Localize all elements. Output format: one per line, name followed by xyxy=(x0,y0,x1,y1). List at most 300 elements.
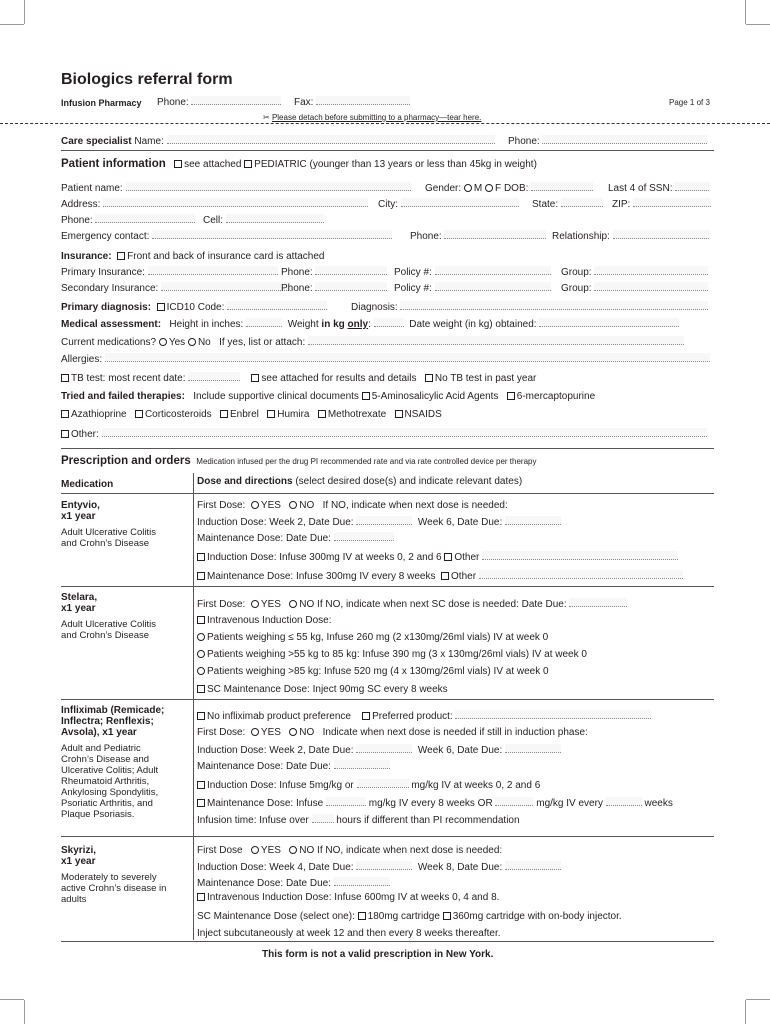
entyvio-other2-checkbox[interactable] xyxy=(441,572,449,580)
mp-checkbox[interactable] xyxy=(507,392,515,400)
stelara-p1 xyxy=(197,632,548,644)
skyrizi-week4-field[interactable] xyxy=(356,861,412,870)
entyvio-maint-checkbox[interactable] xyxy=(197,572,205,580)
infliximab-maint-checkbox[interactable] xyxy=(197,799,205,807)
city-label: City: xyxy=(378,199,398,210)
primary-policy-row xyxy=(394,266,551,279)
insurance-card-label: Front and back of insurance card is attached xyxy=(127,251,325,262)
mg360-label: 360mg cartridge with on-body injector. xyxy=(452,911,622,922)
entyvio-maint xyxy=(197,532,394,545)
yes-label: Yes xyxy=(168,337,186,348)
methotrexate-checkbox[interactable] xyxy=(318,410,326,418)
height-field[interactable] xyxy=(246,318,282,327)
stelara-p1-radio[interactable] xyxy=(197,633,205,641)
address-row xyxy=(61,198,368,211)
primary-insurance-label: Primary Insurance: xyxy=(61,267,145,278)
zip-field[interactable] xyxy=(633,198,711,207)
infliximab-time-field[interactable] xyxy=(312,814,334,823)
phone-label: Phone: xyxy=(281,283,313,294)
infliximab-first-dose xyxy=(197,727,588,739)
maint-label: Maintenance Dose: Date Due: xyxy=(197,533,331,544)
therapy-items-row xyxy=(61,409,442,421)
tb-attached-label: see attached for results and details xyxy=(261,373,417,384)
infliximab-desc: Plaque Psoriasis. xyxy=(61,809,135,820)
maint-label: Maintenance Dose: Date Due: xyxy=(197,878,331,889)
other-checkbox[interactable] xyxy=(61,430,69,438)
see-attached-label: see attached xyxy=(184,159,242,170)
stelara-first-dose xyxy=(197,598,627,611)
meds-no-radio[interactable] xyxy=(188,338,196,346)
stelara-sc xyxy=(197,684,448,696)
cell-label: Cell: xyxy=(203,215,224,226)
skyrizi-desc: active Crohn’s disease in xyxy=(61,883,167,894)
nsaids-checkbox[interactable] xyxy=(395,410,403,418)
phone-label: Phone: xyxy=(281,267,313,278)
care-phone xyxy=(508,135,707,148)
infliximab-week6-field[interactable] xyxy=(505,744,561,753)
azathioprine-checkbox[interactable] xyxy=(61,410,69,418)
current-meds-field[interactable] xyxy=(308,336,684,345)
maint-infuse-label: Maintenance Dose: Infuse xyxy=(207,798,324,809)
current-meds-row xyxy=(61,336,684,349)
no-label: NO xyxy=(299,500,315,511)
skyrizi-no-radio[interactable] xyxy=(289,846,297,854)
first-dose-label: First Dose: xyxy=(197,500,246,511)
infliximab-maint-field[interactable] xyxy=(334,760,390,769)
infliximab-time xyxy=(197,814,520,827)
secondary-policy-field[interactable] xyxy=(435,282,551,291)
entyvio-desc: Adult Ulcerative Colitis xyxy=(61,527,157,538)
secondary-phone-field[interactable] xyxy=(315,282,387,291)
secondary-group-row xyxy=(561,282,708,295)
maint3-label: mg/kg IV every xyxy=(536,798,603,809)
cell-row xyxy=(203,214,324,227)
stelara-iv xyxy=(197,615,332,627)
skyrizi-iv xyxy=(197,892,499,904)
mg180-checkbox[interactable] xyxy=(358,912,366,920)
first-dose-label: First Dose xyxy=(197,845,243,856)
weeks-label: weeks xyxy=(644,798,673,809)
emergency-field[interactable] xyxy=(152,230,392,239)
phone-label: Phone: xyxy=(61,215,93,226)
ind-infuse-label: Induction Dose: Infuse 5mg/kg or xyxy=(207,780,354,791)
pharmacy-fax xyxy=(294,96,410,109)
secondary-group-field[interactable] xyxy=(594,282,708,291)
patient-name-row xyxy=(61,182,411,195)
crop-mark xyxy=(746,999,770,1000)
ssn-label: Last 4 of SSN: xyxy=(608,183,673,194)
dose-heading: Dose and directions xyxy=(197,476,293,487)
allergies-label: Allergies: xyxy=(61,354,103,365)
allergies-field[interactable] xyxy=(105,353,710,362)
only-label: only xyxy=(347,319,369,330)
gender-f-radio[interactable] xyxy=(485,184,493,192)
entyvio-no-radio[interactable] xyxy=(289,501,297,509)
pref-checkbox[interactable] xyxy=(362,712,370,720)
pharmacy-fax-field[interactable] xyxy=(316,96,410,105)
therapy-item: Enbrel xyxy=(229,409,259,420)
emergency-phone-row xyxy=(410,230,546,243)
infliximab-pref xyxy=(197,710,651,723)
maint-label: Maintenance Dose: Date Due: xyxy=(197,761,331,772)
gender-m-radio[interactable] xyxy=(464,184,472,192)
phone-label: Phone: xyxy=(410,231,442,242)
detach-text: Please detach before submitting to a pharmacy—tear here. xyxy=(271,113,482,122)
yes-label: YES xyxy=(260,727,281,738)
patient-phone-field[interactable] xyxy=(95,214,195,223)
entyvio-name: Entyvio, xyxy=(61,500,100,511)
time-label: Infusion time: Infuse over xyxy=(197,815,309,826)
care-specialist-row xyxy=(61,135,495,148)
insurance-row xyxy=(61,250,327,263)
current-meds-label: Current medications? xyxy=(61,337,157,348)
yes-label: YES xyxy=(260,845,281,856)
induction-label: Induction Dose: Week 4, Date Due: xyxy=(197,862,354,873)
divider xyxy=(61,699,714,700)
dob-label: DOB: xyxy=(503,183,529,194)
phone-label: Phone: xyxy=(508,136,540,147)
rx-header xyxy=(61,455,537,469)
crop-mark xyxy=(745,0,746,24)
skyrizi-sc xyxy=(197,911,622,923)
state-field[interactable] xyxy=(561,198,603,207)
yes-label: YES xyxy=(260,599,281,610)
primary-phone-field[interactable] xyxy=(315,266,387,275)
stelara-no-radio[interactable] xyxy=(289,600,297,608)
primary-insurance-field[interactable] xyxy=(148,266,278,275)
infliximab-desc: Crohn’s Disease and xyxy=(61,754,150,765)
address-field[interactable] xyxy=(103,198,368,207)
diag-row xyxy=(351,301,708,314)
skyrizi-name: Skyrizi, xyxy=(61,845,97,856)
skyrizi-maint xyxy=(197,877,390,890)
zip-row xyxy=(612,198,711,211)
see-attached-checkbox[interactable] xyxy=(174,160,182,168)
time2-label: hours if different than PI recommendation xyxy=(336,815,520,826)
skyrizi-yes-radio[interactable] xyxy=(251,846,259,854)
relationship-field[interactable] xyxy=(613,230,709,239)
page-number: Page 1 of 3 xyxy=(669,98,710,107)
pharmacy-phone xyxy=(157,96,281,109)
tb-attached-checkbox[interactable] xyxy=(251,374,259,382)
corticosteroids-checkbox[interactable] xyxy=(135,410,143,418)
group-label: Group: xyxy=(561,267,592,278)
tb-label: TB test: most recent date: xyxy=(71,373,186,384)
rx-note: Medication infused per the drug PI recommended rate and via rate controlled device per therapy xyxy=(196,457,537,466)
col-dose xyxy=(197,476,522,488)
entyvio-other-field[interactable] xyxy=(482,551,678,560)
diagnosis-field[interactable] xyxy=(400,301,708,310)
divider xyxy=(61,941,714,942)
infliximab-weeks-field[interactable] xyxy=(606,797,642,806)
divider xyxy=(61,493,714,494)
infliximab-ind-infuse xyxy=(197,779,540,792)
tb-date-field[interactable] xyxy=(188,372,240,381)
p1-label: Patients weighing ≤ 55 kg, Infuse 260 mg (2 x130mg/26ml vials) IV at week 0 xyxy=(207,632,549,643)
footer-note: This form is not a valid prescription in New York. xyxy=(262,949,494,960)
secondary-insurance-label: Secondary Insurance: xyxy=(61,283,159,294)
therapy-item: Humira xyxy=(277,409,310,420)
week6-label: Week 6, Date Due: xyxy=(417,745,503,756)
skyrizi-duration: x1 year xyxy=(61,856,96,867)
skyrizi-desc: adults xyxy=(61,894,87,905)
stelara-sc-checkbox[interactable] xyxy=(197,685,205,693)
col-medication: Medication xyxy=(61,479,114,490)
primary-insurance-row xyxy=(61,266,278,279)
no-label: No xyxy=(197,337,211,348)
other-label: Other: xyxy=(71,429,99,440)
crop-mark xyxy=(0,24,24,25)
detach-note xyxy=(260,113,484,123)
tb-checkbox[interactable] xyxy=(61,374,69,382)
infliximab-name: Infliximab (Remicade; xyxy=(61,705,165,716)
stelara-p2 xyxy=(197,649,587,661)
skyrizi-first-dose xyxy=(197,845,502,857)
zip-label: ZIP: xyxy=(612,199,631,210)
group-label: Group: xyxy=(561,283,592,294)
ind-infuse2-label: mg/kg IV at weeks 0, 2 and 6 xyxy=(411,780,541,791)
city-row xyxy=(378,198,519,211)
infliximab-maint-dose2-field[interactable] xyxy=(495,797,533,806)
if-no-label: If NO, indicate when next SC dose is needed: Date Due: xyxy=(317,599,567,610)
therapy-item: Azathioprine xyxy=(71,409,127,420)
dose-subheading: (select desired dose(s) and indicate relevant dates) xyxy=(292,476,523,487)
skyrizi-week8-field[interactable] xyxy=(505,861,561,870)
patient-header xyxy=(61,158,537,172)
first-dose-label: First Dose: xyxy=(197,599,246,610)
ind-infuse-label: Induction Dose: Infuse 300mg IV at weeks 0, 2 and 6 xyxy=(207,552,442,563)
p3-label: Patients weighing >85 kg: Infuse 520 mg (4 x 130mg/26ml vials) IV at week 0 xyxy=(207,666,549,677)
stelara-name: Stelara, xyxy=(61,592,98,603)
entyvio-maint-infuse xyxy=(197,570,683,583)
sc-label: SC Maintenance Dose (select one): xyxy=(197,911,355,922)
stelara-duration: x1 year xyxy=(61,603,96,614)
stelara-desc: and Crohn’s Disease xyxy=(61,630,150,641)
infliximab-desc: Ulcerative Colitis; Adult xyxy=(61,765,159,776)
diagnosis-label: Diagnosis: xyxy=(351,302,398,313)
maint2-label: mg/kg IV every 8 weeks OR xyxy=(368,798,493,809)
infliximab-name: Avsola), x1 year xyxy=(61,727,137,738)
infliximab-yes-radio[interactable] xyxy=(251,728,259,736)
skyrizi-iv-checkbox[interactable] xyxy=(197,893,205,901)
infliximab-no-radio[interactable] xyxy=(289,728,297,736)
therapy-item: NSAIDS xyxy=(404,409,442,420)
include-label: Include supportive clinical documents xyxy=(193,391,359,402)
entyvio-first-dose xyxy=(197,500,508,512)
policy-label: Policy #: xyxy=(394,283,432,294)
enbrel-checkbox[interactable] xyxy=(220,410,228,418)
no-tb-label: No TB test in past year xyxy=(434,373,537,384)
relationship-label: Relationship: xyxy=(552,231,610,242)
entyvio-week2-field[interactable] xyxy=(356,516,412,525)
infliximab-name: Inflectra; Renflexis; xyxy=(61,716,154,727)
stelara-iv-checkbox[interactable] xyxy=(197,616,205,624)
induction-label: Induction Dose: Week 2, Date Due: xyxy=(197,745,354,756)
ssn-row xyxy=(608,182,709,195)
infliximab-desc: Rheumatoid Arthritis, xyxy=(61,776,150,787)
stelara-yes-radio[interactable] xyxy=(251,600,259,608)
induction-label: Induction Dose: Week 2, Date Due: xyxy=(197,517,354,528)
pediatric-label: PEDIATRIC (younger than 13 years or less than 45kg in weight) xyxy=(254,159,537,170)
primary-phone-row xyxy=(281,266,387,279)
primary-diagnosis-label: Primary diagnosis: xyxy=(61,302,152,313)
entyvio-other2-field[interactable] xyxy=(479,570,683,579)
f-label: F xyxy=(495,183,502,194)
skyrizi-inject: Inject subcutaneously at week 12 and then every 8 weeks thereafter. xyxy=(197,928,501,939)
pediatric-checkbox[interactable] xyxy=(244,160,252,168)
mp-label: 6-mercaptopurine xyxy=(516,391,596,402)
stelara-desc: Adult Ulcerative Colitis xyxy=(61,619,157,630)
in-kg-label: in kg xyxy=(321,319,348,330)
infliximab-desc: Psoriatic Arthritis, and xyxy=(61,798,153,809)
iv-label: Intravenous Induction Dose: xyxy=(207,615,332,626)
therapy-item: Corticosteroids xyxy=(144,409,212,420)
divider xyxy=(61,448,714,449)
date-weight-field[interactable] xyxy=(539,318,679,327)
weight-label: Weight xyxy=(287,319,322,330)
no-label: NO xyxy=(299,727,315,738)
name-label: Name: xyxy=(134,136,164,147)
med-assessment-label: Medical assessment: xyxy=(61,319,162,330)
emergency-label: Emergency contact: xyxy=(61,231,150,242)
infliximab-desc: Adult and Pediatric xyxy=(61,743,141,754)
asa-checkbox[interactable] xyxy=(362,392,370,400)
stelara-p3-radio[interactable] xyxy=(197,667,205,675)
m-label: M xyxy=(473,183,483,194)
city-field[interactable] xyxy=(401,198,519,207)
first-dose-label: First Dose: xyxy=(197,727,246,738)
policy-label: Policy #: xyxy=(394,267,432,278)
if-no-label: If NO, indicate when next dose is needed: xyxy=(317,845,503,856)
fax-label: Fax: xyxy=(294,97,314,108)
secondary-insurance-field[interactable] xyxy=(161,282,291,291)
crop-mark xyxy=(24,0,25,24)
pref-label: Preferred product: xyxy=(372,711,453,722)
stelara-date-field[interactable] xyxy=(569,598,627,607)
entyvio-ind-infuse xyxy=(197,551,678,564)
entyvio-duration: x1 year xyxy=(61,511,96,522)
insurance-card-checkbox[interactable] xyxy=(117,252,125,260)
phone-row xyxy=(61,214,195,227)
allergies-row xyxy=(61,353,710,366)
icd10-label: ICD10 Code: xyxy=(166,302,225,313)
other-row xyxy=(61,428,707,441)
no-pref-checkbox[interactable] xyxy=(197,712,205,720)
infliximab-maint-infuse xyxy=(197,797,673,810)
entyvio-induction xyxy=(197,516,561,529)
crop-mark xyxy=(746,24,770,25)
entyvio-ind-checkbox[interactable] xyxy=(197,553,205,561)
crop-mark xyxy=(24,1000,25,1024)
no-tb-checkbox[interactable] xyxy=(425,374,433,382)
if-no-label: Indicate when next dose is needed if still in induction phase: xyxy=(322,727,588,738)
divider xyxy=(61,150,714,151)
entyvio-desc: and Crohn’s Disease xyxy=(61,538,150,549)
primary-group-field[interactable] xyxy=(594,266,708,275)
entyvio-week6-field[interactable] xyxy=(505,516,561,525)
no-pref-label: No infliximab product preference xyxy=(207,711,351,722)
primary-policy-field[interactable] xyxy=(435,266,551,275)
emergency-row xyxy=(61,230,392,243)
infliximab-week2-field[interactable] xyxy=(356,744,412,753)
week6-label: Week 6, Date Due: xyxy=(417,517,503,528)
gender-label: Gender: xyxy=(425,183,462,194)
meds-yes-radio[interactable] xyxy=(159,338,167,346)
care-phone-field[interactable] xyxy=(542,135,707,144)
no-label: NO xyxy=(299,845,315,856)
crop-mark xyxy=(745,1000,746,1024)
patient-name-field[interactable] xyxy=(126,182,411,191)
yes-label: YES xyxy=(260,500,281,511)
patient-name-label: Patient name: xyxy=(61,183,123,194)
gender-row xyxy=(425,182,593,195)
asa-label: 5-Aminosalicylic Acid Agents xyxy=(371,391,499,402)
infliximab-induction xyxy=(197,744,561,757)
other-field[interactable] xyxy=(102,428,707,437)
stelara-p2-radio[interactable] xyxy=(197,650,205,658)
infliximab-ind-checkbox[interactable] xyxy=(197,781,205,789)
care-specialist-name-field[interactable] xyxy=(167,135,495,144)
other-label: Other xyxy=(454,552,480,563)
tear-line xyxy=(0,123,770,124)
no-label: NO xyxy=(299,599,315,610)
humira-checkbox[interactable] xyxy=(267,410,275,418)
entyvio-yes-radio[interactable] xyxy=(251,501,259,509)
height-label: Height in inches: xyxy=(169,319,244,330)
skyrizi-maint-field[interactable] xyxy=(334,877,390,886)
primary-group-row xyxy=(561,266,708,279)
iv-label: Intravenous Induction Dose: Infuse 600mg IV at weeks 0, 4 and 8. xyxy=(207,892,500,903)
mg180-label: 180mg cartridge xyxy=(367,911,440,922)
entyvio-other-checkbox[interactable] xyxy=(444,553,452,561)
cell-field[interactable] xyxy=(226,214,324,223)
diagnosis-row xyxy=(61,301,327,314)
weight-field[interactable] xyxy=(374,318,404,327)
care-specialist-label: Care specialist xyxy=(61,136,132,147)
therapies-label: Tried and failed therapies: xyxy=(61,391,185,402)
pharmacy-label: Infusion Pharmacy xyxy=(61,98,142,108)
if-no-label: If NO, indicate when next dose is needed: xyxy=(322,500,508,511)
entyvio-maint-field[interactable] xyxy=(334,532,394,541)
icd10-field[interactable] xyxy=(227,301,327,310)
infliximab-maint xyxy=(197,760,390,773)
dob-field[interactable] xyxy=(531,182,593,191)
therapy-item: Methotrexate xyxy=(327,409,387,420)
sc-label: SC Maintenance Dose: Inject 90mg SC every 8 weeks xyxy=(207,684,448,695)
skyrizi-desc: Moderately to severely xyxy=(61,872,157,883)
infliximab-ind-field[interactable] xyxy=(357,779,409,788)
p2-label: Patients weighing >55 kg to 85 kg: Infuse 390 mg (3 x 130mg/26ml vials) IV at week 0 xyxy=(207,649,587,660)
mg360-checkbox[interactable] xyxy=(443,912,451,920)
med-assess-row xyxy=(61,318,679,331)
state-label: State: xyxy=(532,199,559,210)
insurance-label: Insurance: xyxy=(61,251,112,262)
emergency-phone-field[interactable] xyxy=(444,230,546,239)
preferred-product-field[interactable] xyxy=(455,710,651,719)
divider xyxy=(61,586,714,587)
column-divider xyxy=(193,473,194,940)
phone-label: Phone: xyxy=(157,97,189,108)
state-row xyxy=(532,198,603,211)
scissors-icon: ✂ xyxy=(263,113,270,122)
secondary-insurance-row xyxy=(61,282,291,295)
pharmacy-phone-field[interactable] xyxy=(191,96,281,105)
stelara-p3 xyxy=(197,666,549,678)
ssn-field[interactable] xyxy=(675,182,709,191)
divider xyxy=(61,836,714,837)
icd10-checkbox[interactable] xyxy=(157,303,165,311)
infliximab-maint-dose-field[interactable] xyxy=(326,797,366,806)
